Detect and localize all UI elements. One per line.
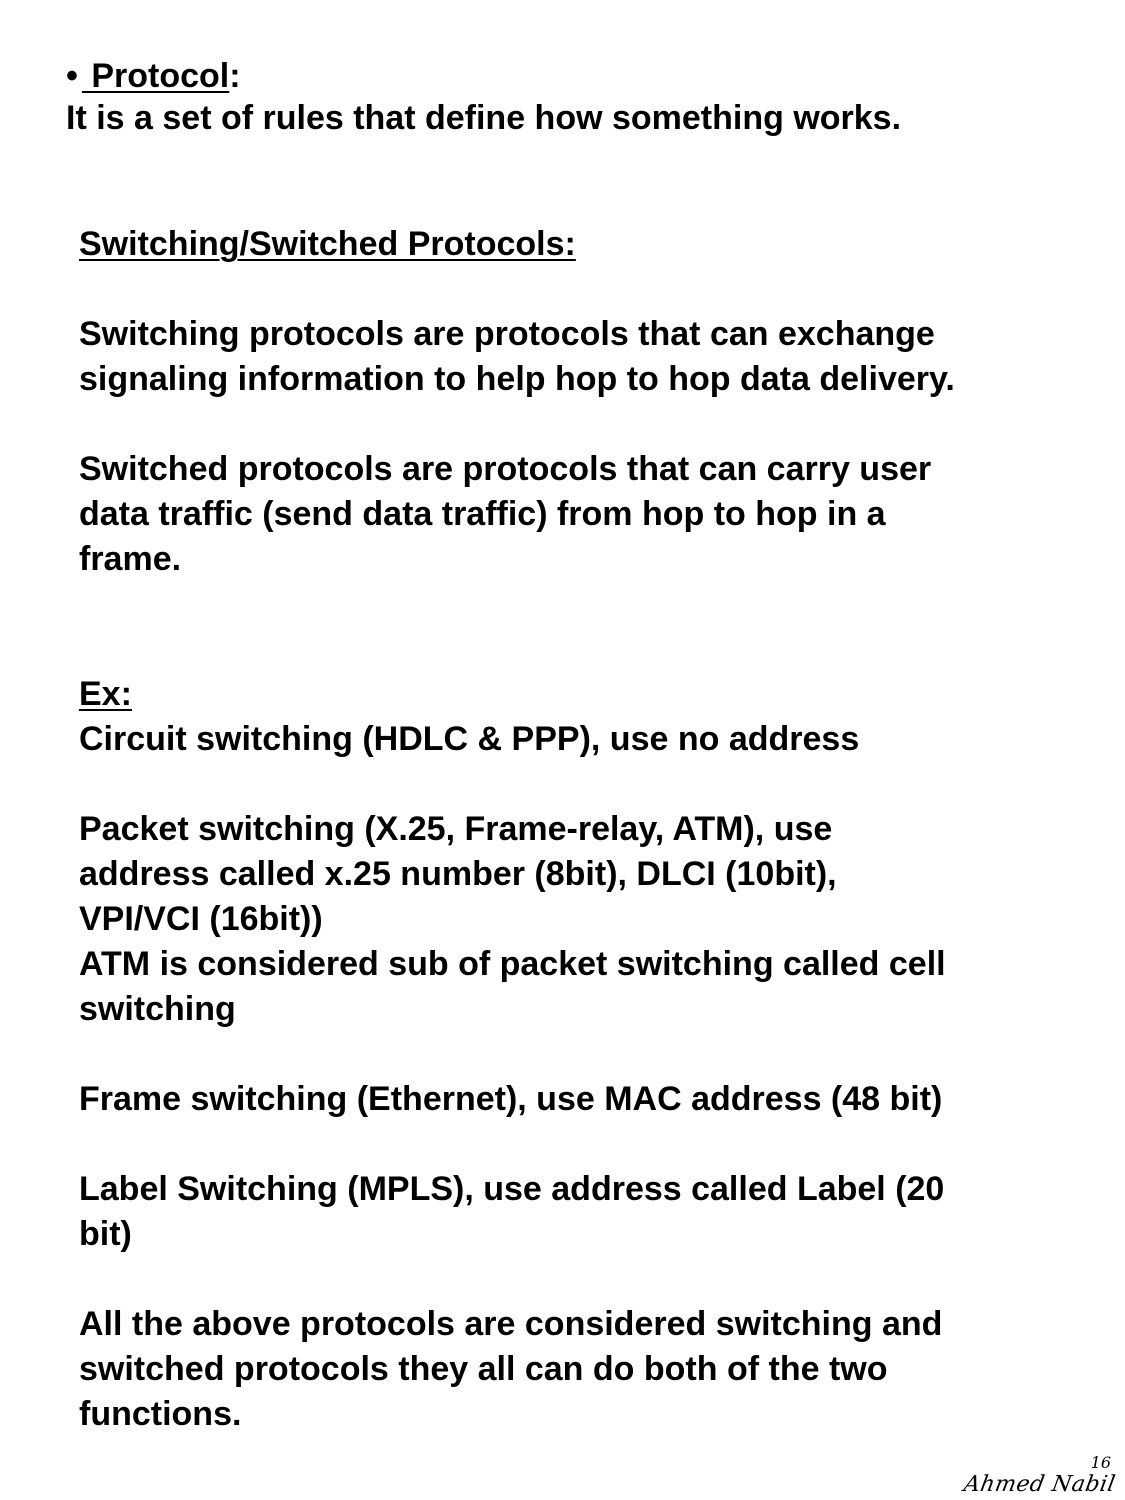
switching-heading: Switching/Switched Protocols:: [79, 225, 576, 263]
summary-line-3: functions.: [79, 1395, 242, 1433]
page-footer: [961, 1453, 1118, 1498]
page-number: 16: [1090, 1453, 1111, 1472]
switching-def-line-1: Switching protocols are protocols that can exchange: [79, 315, 935, 353]
label-switching-line-2: bit): [79, 1215, 132, 1253]
circuit-switching-line: Circuit switching (HDLC & PPP), use no address: [79, 720, 860, 758]
protocol-term: Protocol: [81, 57, 230, 95]
protocol-definition: It is a set of rules that define how something works.: [66, 99, 902, 137]
switched-def-line-2: data traffic (send data traffic) from hop to hop in a: [79, 495, 886, 533]
summary-line-2: switched protocols they all can do both of the two: [79, 1350, 888, 1388]
packet-switching-line-1: Packet switching (X.25, Frame-relay, ATM), use: [79, 810, 833, 848]
bullet-icon: •: [66, 57, 78, 95]
protocol-term-line: [66, 54, 241, 99]
packet-switching-line-4: ATM is considered sub of packet switching called cell: [79, 945, 946, 983]
switching-def-line-2: signaling information to help hop to hop data delivery.: [79, 360, 955, 398]
frame-switching-line: Frame switching (Ethernet), use MAC address (48 bit): [79, 1080, 943, 1118]
summary-line-1: All the above protocols are considered switching and: [79, 1305, 943, 1343]
protocol-colon: :: [229, 57, 241, 95]
packet-switching-line-2: address called x.25 number (8bit), DLCI (10bit),: [79, 855, 837, 893]
label-switching-line-1: Label Switching (MPLS), use address called Label (20: [79, 1170, 945, 1208]
switched-def-line-3: frame.: [79, 540, 182, 578]
author-signature: Ahmed Nabil: [961, 1472, 1118, 1497]
examples-heading: Ex:: [79, 675, 132, 713]
packet-switching-line-5: switching: [79, 990, 236, 1028]
packet-switching-line-3: VPI/VCI (16bit)): [79, 900, 323, 938]
switched-def-line-1: Switched protocols are protocols that can carry user: [79, 450, 932, 488]
